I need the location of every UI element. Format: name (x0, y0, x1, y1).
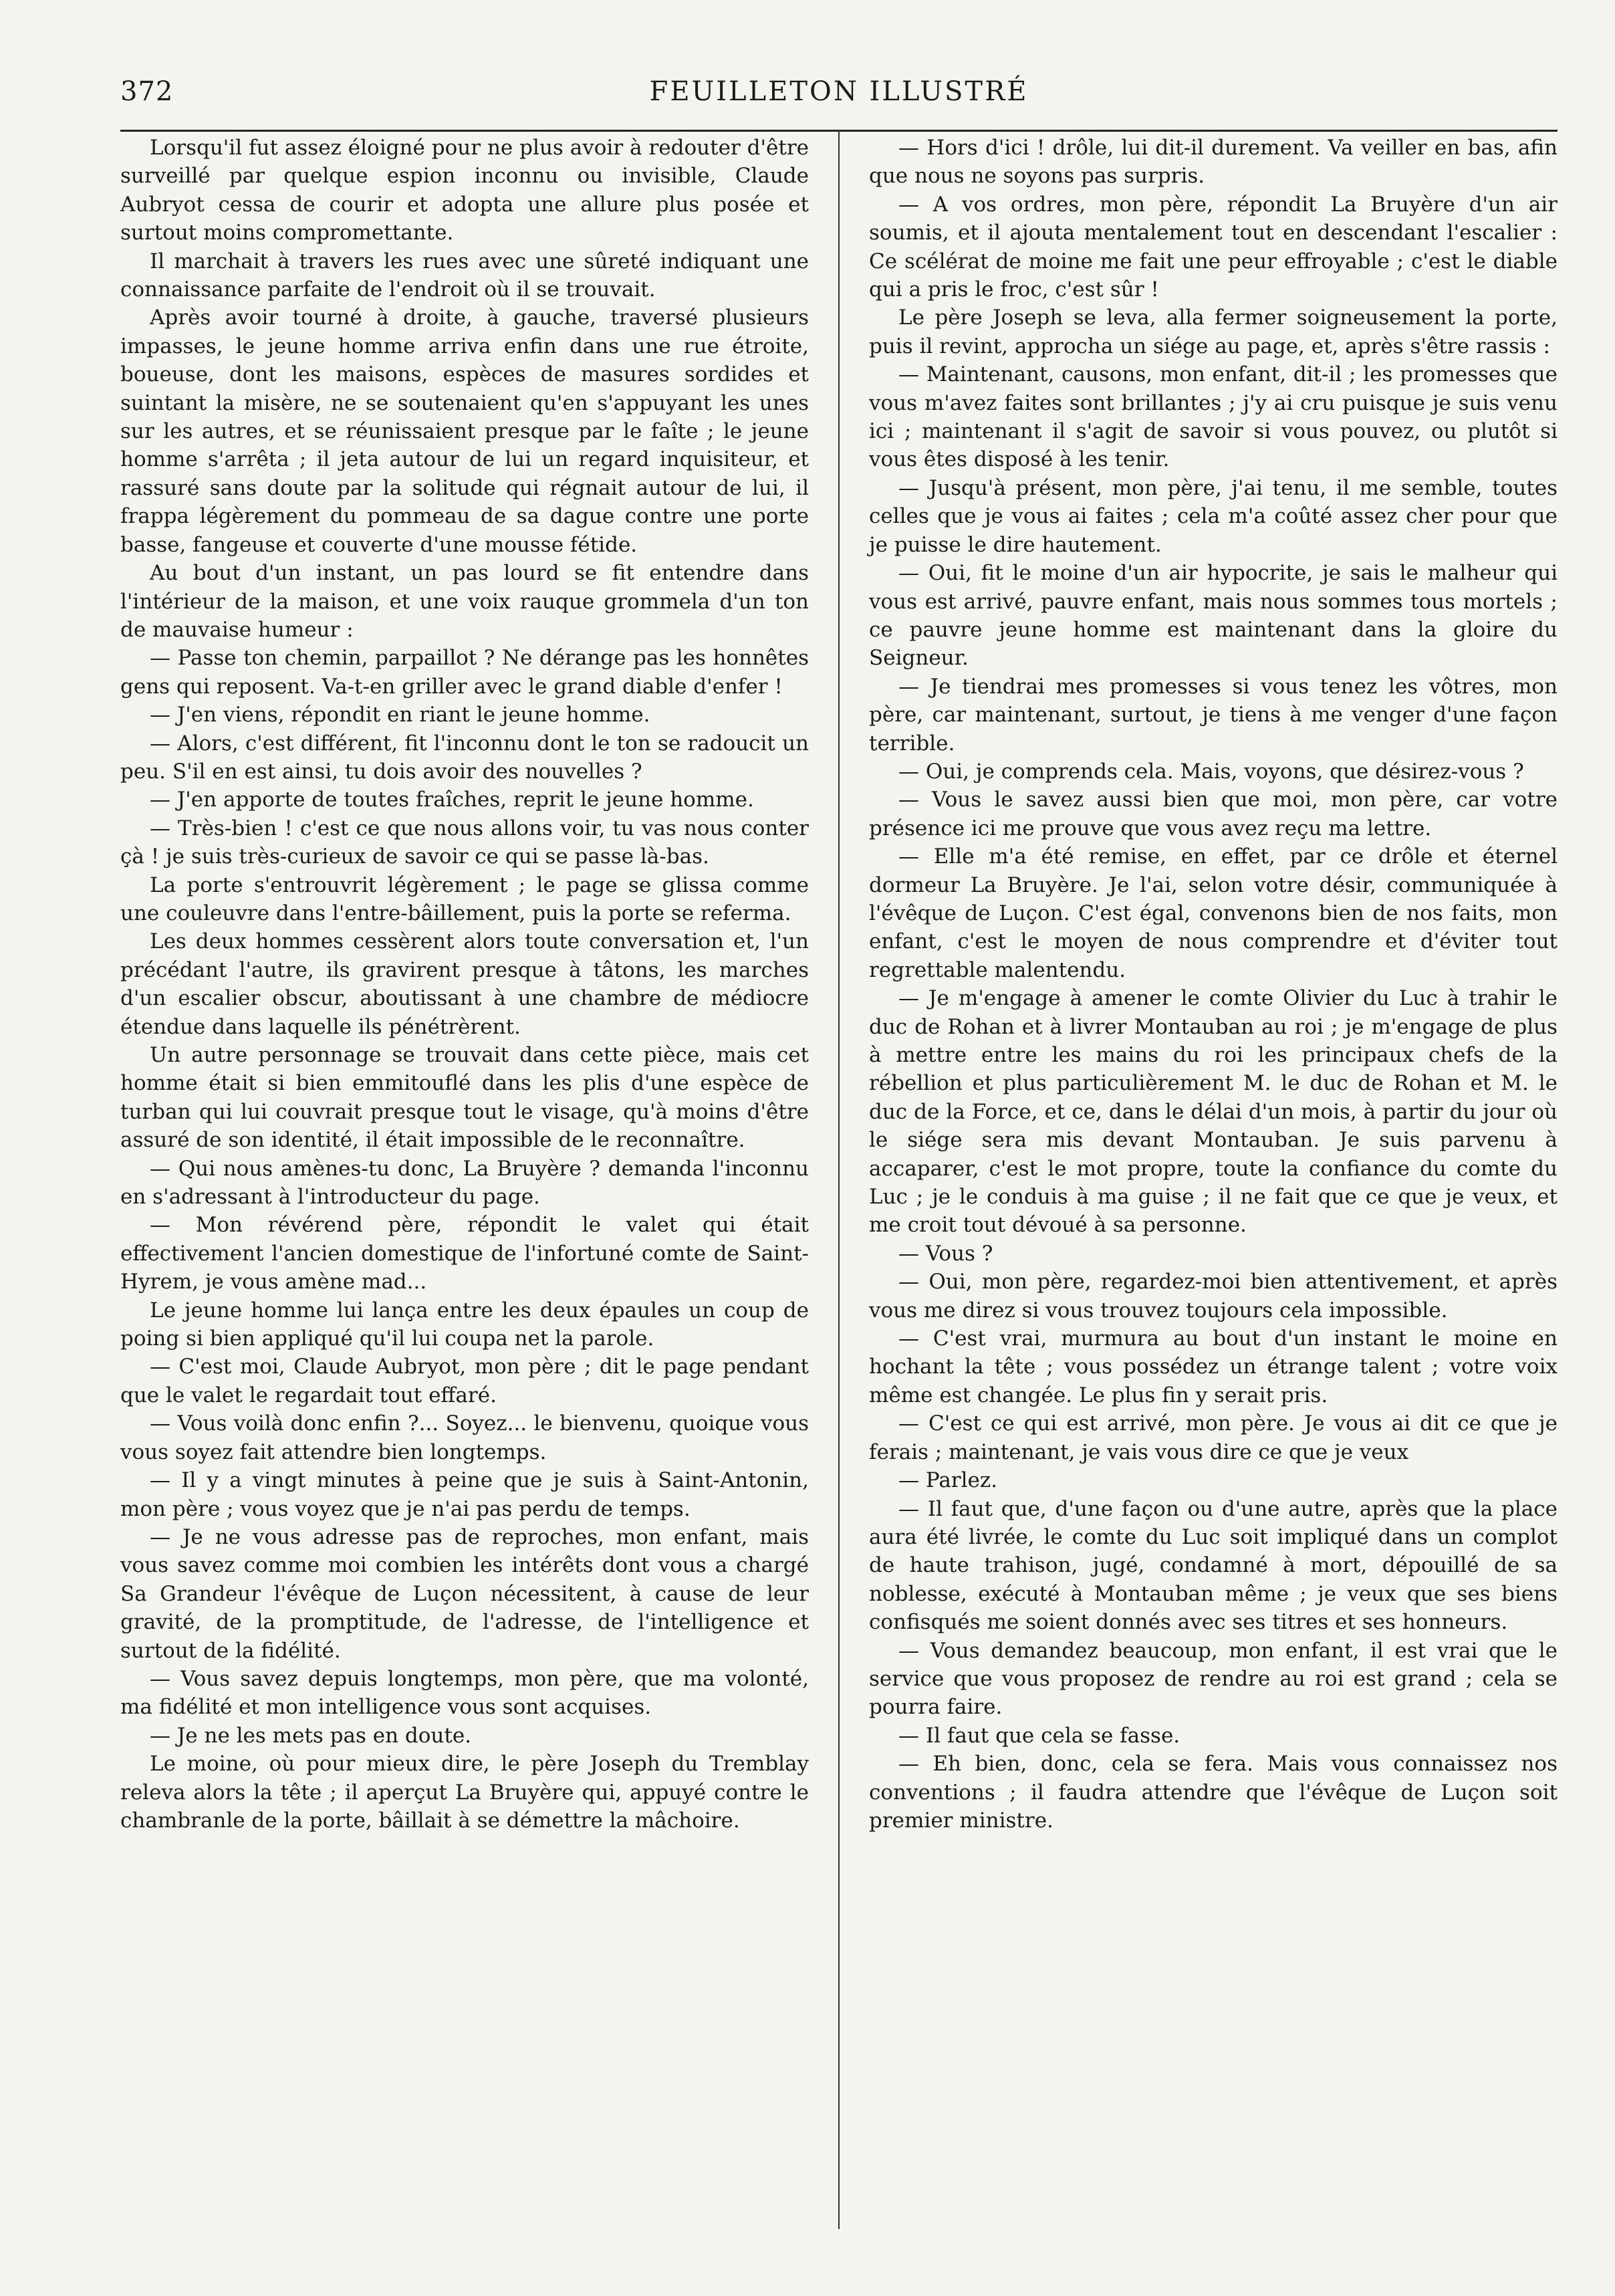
right-column (869, 134, 1558, 2256)
paragraph: — Alors, c'est différent, fit l'inconnu dont le ton se radoucit un peu. S'il en est ainsi, tu dois avoir des nouvelles ? (120, 731, 809, 784)
paragraph: — Je ne vous adresse pas de reproches, mon enfant, mais vous savez comme moi combien les intérêts dont vous a chargé Sa Grandeur l'évêque de Luçon nécessitent, à cause de leur gravité, de la promptitude, de l'adresse, de l'intelligence et surtout de la fidélité. (120, 1524, 809, 1663)
paragraph: — Il faut que, d'une façon ou d'une autre, après que la place aura été livrée, le comte du Luc soit impliqué dans un complot de haute trahison, jugé, condamné à mort, dépouillé de sa noblesse, exécuté à Montauban même ; je veux que ses biens confisqués me soient donnés avec ses titres et ses honneurs. (869, 1496, 1558, 1635)
paragraph: — C'est moi, Claude Aubryot, mon père ; dit le page pendant que le valet le regardait tout effaré. (120, 1355, 809, 1407)
paragraph: — Je m'engage à amener le comte Olivier du Luc à trahir le duc de Rohan et à livrer Montauban au roi ; je m'engage de plus à mettre entre les mains du roi les principaux chefs de la rébellion et plus particulièrement M. le duc de Rohan et M. le duc de la Force, et ce, dans le délai d'un mois, à partir du jour où le siége sera mis devant Montauban. Je suis parvenu à accaparer, c'est le mot propre, toute la confiance du comte du Luc ; je le conduis à ma guise ; il ne fait que ce que je veux, et me croit tout dévoué à sa personne. (869, 986, 1558, 1238)
paragraph: — J'en apporte de toutes fraîches, reprit le jeune homme. (150, 788, 754, 812)
column-divider (838, 130, 840, 2229)
paragraph: — Vous le savez aussi bien que moi, mon père, car votre présence ici me prouve que vous avez reçu ma lettre. (869, 788, 1558, 840)
paragraph: Un autre personnage se trouvait dans cette pièce, mais cet homme était si bien emmitouflé dans les plis d'une espèce de turban qui lui couvrait presque tout le visage, qu'à moins d'être assuré de son identité, il était impossible de le reconnaître. (120, 1043, 809, 1153)
paragraph: — Hors d'ici ! drôle, lui dit-il durement. Va veiller en bas, afin que nous ne soyons pas surpris. (869, 136, 1558, 189)
paragraph: — Je tiendrai mes promesses si vous tenez les vôtres, mon père, car maintenant, surtout, je tiens à me venger d'une façon terrible. (869, 674, 1558, 756)
paragraph: — Maintenant, causons, mon enfant, dit-il ; les promesses que vous m'avez faites sont brillantes ; j'y ai cru puisque je suis venu ici ; maintenant il s'agit de savoir si vous pouvez, ou plutôt si vous êtes disposé à les tenir. (869, 362, 1558, 472)
paragraph: Les deux hommes cessèrent alors toute conversation et, l'un précédant l'autre, ils gravirent presque à tâtons, les marches d'un escalier obscur, aboutissant à une chambre de médiocre étendue dans laquelle ils pénétrèrent. (120, 929, 809, 1039)
paragraph: — Oui, mon père, regardez-moi bien attentivement, et après vous me direz si vous trouvez toujours cela impossible. (869, 1270, 1558, 1323)
paragraph: — Vous ? (898, 1241, 993, 1266)
paragraph: — Vous demandez beaucoup, mon enfant, il est vrai que le service que vous proposez de rendre au roi est grand ; cela se pourra faire. (869, 1638, 1558, 1720)
paragraph: Il marchait à travers les rues avec une sûreté indiquant une connaissance parfaite de l'endroit où il se trouvait. (120, 249, 809, 302)
paragraph: — Jusqu'à présent, mon père, j'ai tenu, il me semble, toutes celles que je vous ai faites ; cela m'a coûté assez cher pour que je puisse le dire hautement. (869, 475, 1558, 557)
running-title: FEUILLETON ILLUSTRÉ (649, 76, 1029, 107)
paragraph: — Elle m'a été remise, en effet, par ce drôle et éternel dormeur La Bruyère. Je l'ai, selon votre désir, communiquée à l'évêque de Luçon. C'est égal, convenons bien de nos faits, mon enfant, c'est le moyen de nous comprendre et d'éviter tout regrettable malentendu. (869, 844, 1558, 982)
paragraph: — Vous voilà donc enfin ?... Soyez... le bienvenu, quoique vous vous soyez fait attendre bien longtemps. (120, 1411, 809, 1464)
paragraph: Lorsqu'il fut assez éloigné pour ne plus avoir à redouter d'être surveillé par quelque espion inconnu ou invisible, Claude Aubryot cessa de courir et adopta une allure plus posée et surtout moins compromettante. (120, 136, 809, 245)
paragraph: — C'est ce qui est arrivé, mon père. Je vous ai dit ce que je ferais ; maintenant, je vais vous dire ce que je veux (869, 1411, 1558, 1464)
paragraph: — A vos ordres, mon père, répondit La Bruyère d'un air soumis, et il ajouta mentalement tout en descendant l'escalier : Ce scélérat de moine me fait une peur effroyable ; c'est le diable qui a pris le froc, c'est sûr ! (869, 192, 1558, 302)
text-columns (120, 134, 1558, 2256)
left-column (120, 134, 809, 2256)
paragraph: — Vous savez depuis longtemps, mon père, que ma volonté, ma fidélité et mon intelligence vous sont acquises. (120, 1666, 809, 1720)
paragraph: — Oui, je comprends cela. Mais, voyons, que désirez-vous ? (898, 759, 1524, 784)
paragraph: Le moine, où pour mieux dire, le père Joseph du Tremblay releva alors la tête ; il aperçut La Bruyère qui, appuyé contre le chambranle de la porte, bâillait à se démettre la mâchoire. (120, 1752, 809, 1833)
paragraph: — Parlez. (898, 1468, 998, 1493)
paragraph: — C'est vrai, murmura au bout d'un instant le moine en hochant la tête ; vous possédez un étrange talent ; votre voix même est changée. Le plus fin y serait pris. (869, 1327, 1558, 1407)
paragraph: Après avoir tourné à droite, à gauche, traversé plusieurs impasses, le jeune homme arriva enfin dans une rue étroite, boueuse, dont les maisons, espèces de masures sordides et suintant la misère, ne se soutenaient qu'en s'appuyant les unes sur les autres, et se réunissaient presque par le faîte ; le jeune homme s'arrêta ; il jeta autour de lui un regard inquisiteur, et rassuré sans doute par la solitude qui régnait autour de lui, il frappa légèrement du pommeau de sa dague contre une porte basse, fangeuse et couverte d'une mousse fétide. (120, 306, 809, 557)
paragraph: — Mon révérend père, répondit le valet qui était effectivement l'ancien domestique de l'infortuné comte de Saint-Hyrem, je vous amène mad... (120, 1213, 809, 1294)
paragraph: Le père Joseph se leva, alla fermer soigneusement la porte, puis il revint, approcha un siége au page, et, après s'être rassis : (869, 306, 1558, 358)
paragraph: Le jeune homme lui lança entre les deux épaules un coup de poing si bien appliqué qu'il lui coupa net la parole. (120, 1298, 809, 1351)
paragraph: — Qui nous amènes-tu donc, La Bruyère ? demanda l'inconnu en s'adressant à l'introducteur du page. (120, 1156, 809, 1210)
paragraph: Au bout d'un instant, un pas lourd se fit entendre dans l'intérieur de la maison, et une voix rauque grommela d'un ton de mauvaise humeur : (120, 561, 809, 642)
page-header (120, 67, 1558, 114)
paragraph: — Eh bien, donc, cela se fera. Mais vous connaissez nos conventions ; il faudra attendre que l'évêque de Luçon soit premier ministre. (869, 1752, 1558, 1833)
paragraph: — Il faut que cela se fasse. (898, 1723, 1181, 1748)
page-number: 372 (120, 76, 174, 107)
paragraph: — J'en viens, répondit en riant le jeune homme. (150, 703, 650, 727)
paragraph: — Oui, fit le moine d'un air hypocrite, je sais le malheur qui vous est arrivé, pauvre enfant, mais nous sommes tous mortels ; ce pauvre jeune homme est maintenant dans la gloire du Seigneur. (869, 561, 1558, 671)
paragraph: — Très-bien ! c'est ce que nous allons voir, tu vas nous conter çà ! je suis très-curieux de savoir ce qui se passe là-bas. (120, 816, 809, 869)
paragraph: La porte s'entrouvrit légèrement ; le page se glissa comme une couleuvre dans l'entre-bâillement, puis la porte se referma. (120, 873, 809, 925)
paragraph: — Passe ton chemin, parpaillot ? Ne dérange pas les honnêtes gens qui reposent. Va-t-en griller avec le grand diable d'enfer ! (120, 646, 809, 699)
paragraph: — Je ne les mets pas en doute. (150, 1723, 472, 1748)
paragraph: — Il y a vingt minutes à peine que je suis à Saint-Antonin, mon père ; vous voyez que je n'ai pas perdu de temps. (120, 1468, 809, 1521)
